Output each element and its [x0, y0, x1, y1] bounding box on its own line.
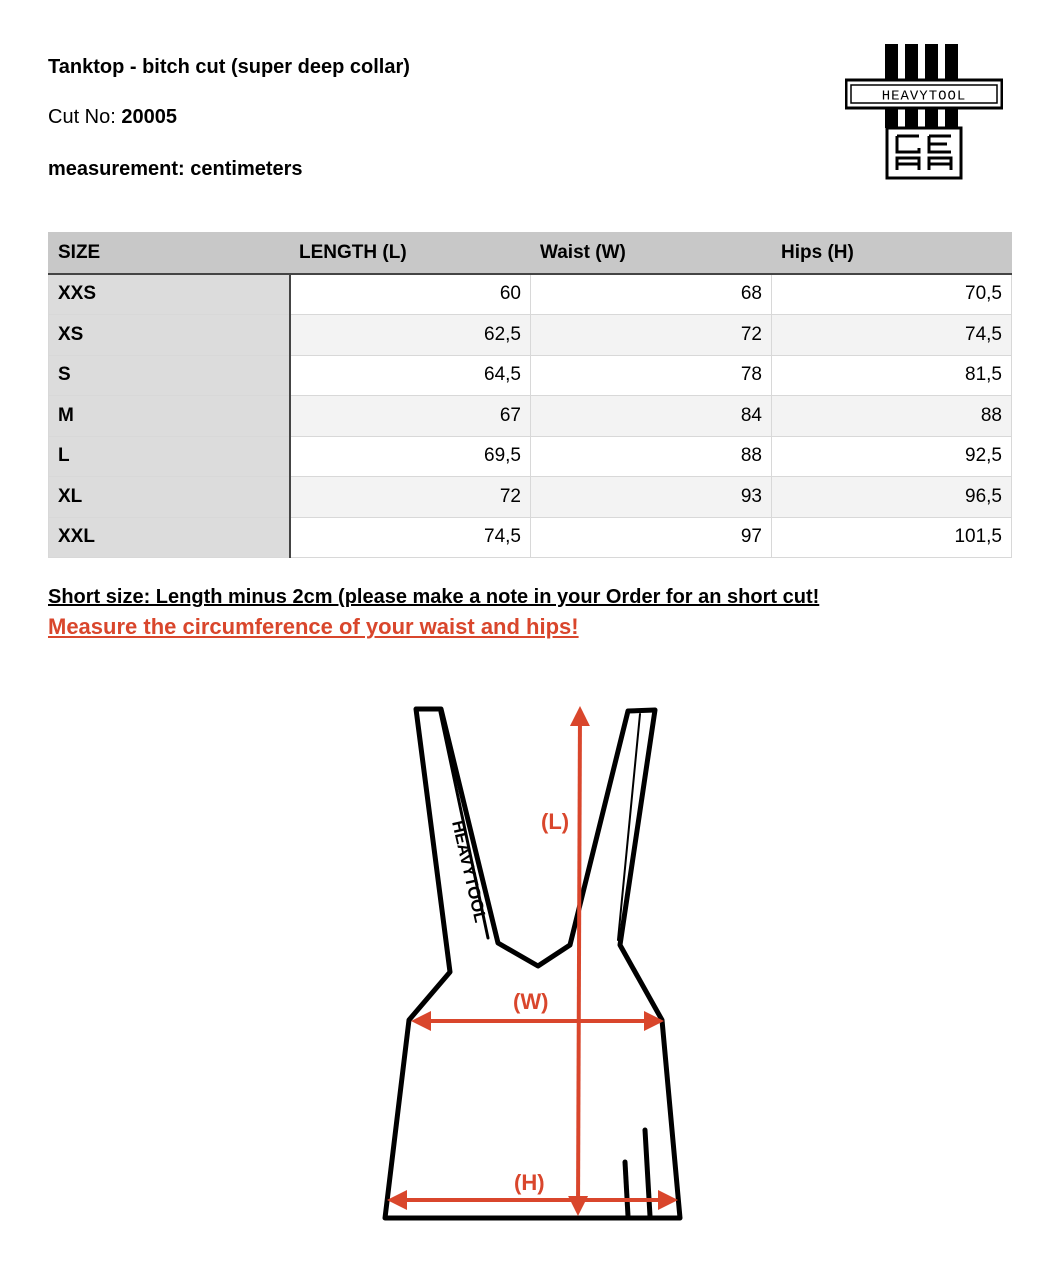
- column-header-length: LENGTH (L): [290, 233, 531, 274]
- size-cell: XXL: [49, 517, 290, 558]
- hips-label: (H): [514, 1170, 545, 1195]
- column-header-size: SIZE: [49, 233, 290, 274]
- cut-number-label: Cut No:: [48, 106, 122, 128]
- waist-cell: 88: [531, 436, 772, 477]
- table-row: [49, 517, 1012, 558]
- short-size-note: Short size: Length minus 2cm (please make a note in your Order for an short cut!: [48, 586, 820, 608]
- length-cell: 67: [290, 396, 531, 437]
- table-row: [49, 477, 1012, 518]
- hips-cell: 81,5: [772, 355, 1012, 396]
- column-header-waist: Waist (W): [531, 233, 772, 274]
- hips-cell: 101,5: [772, 517, 1012, 558]
- waist-cell: 72: [531, 315, 772, 356]
- table-row: [49, 436, 1012, 477]
- hips-cell: 88: [772, 396, 1012, 437]
- size-table: [48, 232, 1012, 558]
- table-row: [49, 315, 1012, 356]
- waist-cell: 84: [531, 396, 772, 437]
- measurement-unit: measurement: centimeters: [48, 158, 303, 180]
- table-row: [49, 355, 1012, 396]
- heavytool-logo: [845, 44, 1003, 180]
- size-cell: L: [49, 436, 290, 477]
- document-title: Tanktop - bitch cut (super deep collar): [48, 56, 410, 78]
- garment-outline: [385, 709, 680, 1218]
- hips-cell: 74,5: [772, 315, 1012, 356]
- length-cell: 60: [290, 274, 531, 315]
- table-row: [49, 274, 1012, 315]
- length-cell: 72: [290, 477, 531, 518]
- length-cell: 74,5: [290, 517, 531, 558]
- size-cell: XS: [49, 315, 290, 356]
- cut-number-value: 20005: [121, 106, 177, 128]
- hips-cell: 92,5: [772, 436, 1012, 477]
- hips-cell: 70,5: [772, 274, 1012, 315]
- table-row: [49, 396, 1012, 437]
- length-cell: 69,5: [290, 436, 531, 477]
- waist-cell: 78: [531, 355, 772, 396]
- cut-number-line: [48, 106, 177, 129]
- logo-text: HEAVYTOOL: [881, 88, 967, 105]
- waist-label: (W): [513, 989, 549, 1014]
- length-cell: 64,5: [290, 355, 531, 396]
- measure-instruction: Measure the circumference of your waist and hips!: [48, 614, 579, 639]
- table-header-row: [49, 233, 1012, 274]
- waist-cell: 93: [531, 477, 772, 518]
- size-cell: S: [49, 355, 290, 396]
- waist-cell: 97: [531, 517, 772, 558]
- tanktop-diagram: [370, 690, 700, 1235]
- length-cell: 62,5: [290, 315, 531, 356]
- garment-brand-text: HEAVYTOOL: [448, 818, 491, 925]
- waist-cell: 68: [531, 274, 772, 315]
- hips-cell: 96,5: [772, 477, 1012, 518]
- size-cell: XXS: [49, 274, 290, 315]
- length-arrow: [578, 710, 580, 1212]
- length-label: (L): [541, 809, 570, 834]
- size-cell: XL: [49, 477, 290, 518]
- column-header-hips: Hips (H): [772, 233, 1012, 274]
- size-cell: M: [49, 396, 290, 437]
